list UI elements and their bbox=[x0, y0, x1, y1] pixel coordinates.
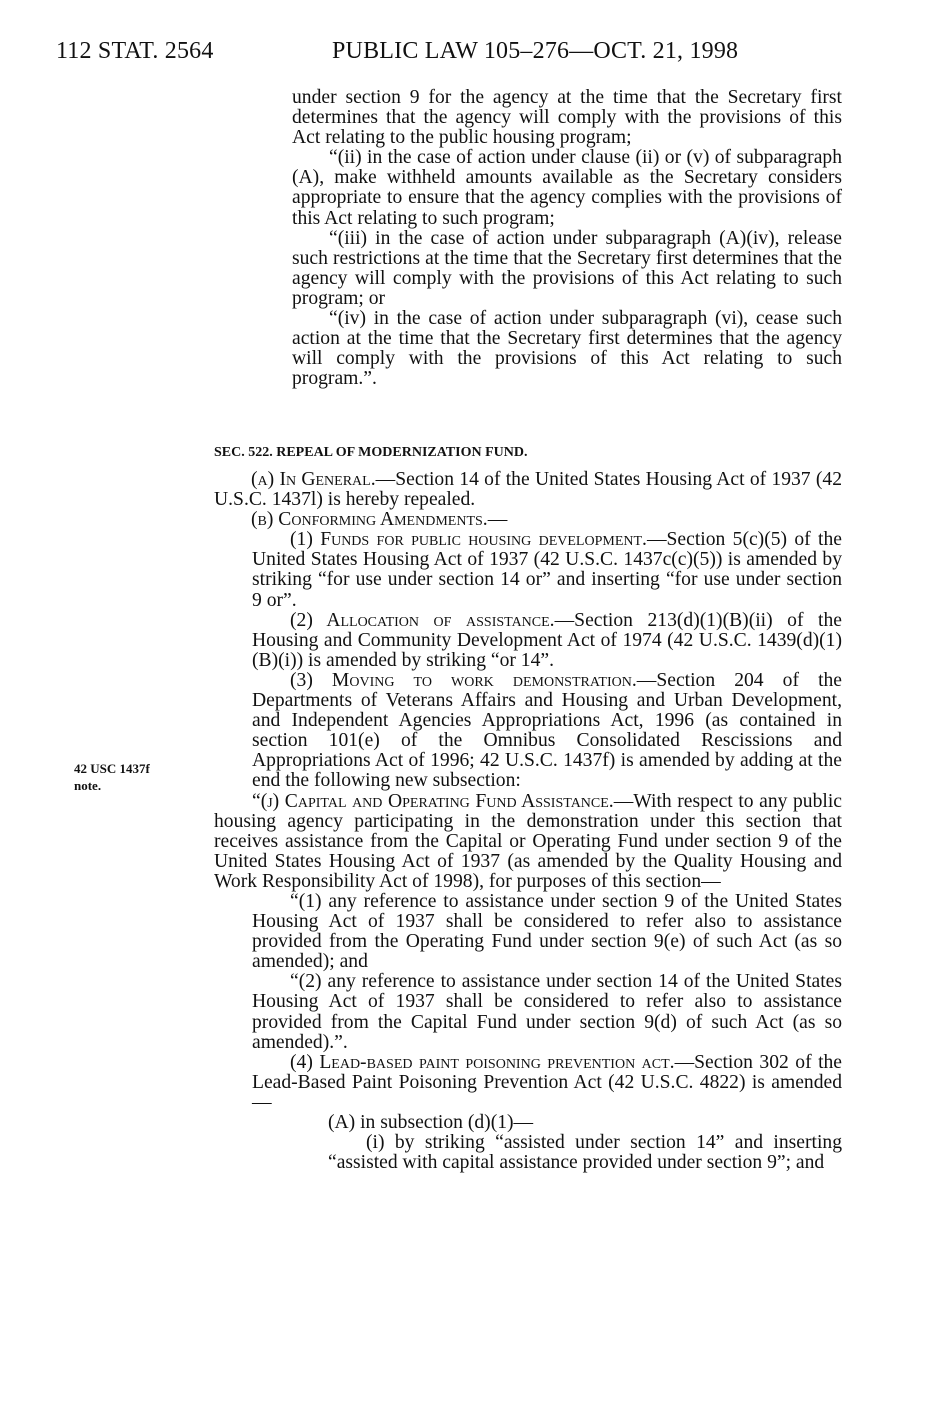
margin-citation-note bbox=[74, 760, 150, 794]
paragraph-1-text: —Section 5(c)(5) of the United States Housing Act of 1937 (42 U.S.C. 1437c(c)(5)) is amended by striking “for use under section 14 or” and inserting “for use under section 9 or”. bbox=[252, 529, 842, 611]
clause-iii: “(iii) in the case of action under subparagraph (A)(iv), release such restrictions at the time that the Secretary first determines that the agency will comply with the provisions of this Act relating to such program; or bbox=[292, 227, 842, 309]
paragraph-1-heading: (1) Funds for public housing development. bbox=[290, 529, 647, 551]
paragraph-1 bbox=[252, 530, 842, 610]
paragraph-2 bbox=[252, 611, 842, 671]
subsection-j-2: “(2) any reference to assistance under section 14 of the United States Housing Act of 1937 shall be considered to refer also to assistance provided from the Capital Fund under section 9(d) of such Act (as so amended).”. bbox=[252, 971, 842, 1053]
paragraph-2-heading: (2) Allocation of assistance. bbox=[290, 609, 555, 631]
section-522-body bbox=[214, 470, 842, 1173]
clause-i: (i) by striking “assisted under section 14” and inserting “assisted with capital assistance provided under section 9”; and bbox=[328, 1132, 842, 1174]
paragraph-3-heading: (3) Moving to work demonstration. bbox=[290, 669, 637, 691]
subsection-a bbox=[214, 470, 842, 510]
subsection-j-1: “(1) any reference to assistance under section 9 of the United States Housing Act of 1937 shall be considered to refer also to assistance provided from the Operating Fund under section 9(e) of such Act (as so amended); and bbox=[252, 890, 842, 973]
margin-note-line-1: 42 USC 1437f bbox=[74, 761, 150, 776]
continued-text-block bbox=[292, 88, 842, 389]
running-title: PUBLIC LAW 105–276—OCT. 21, 1998 bbox=[332, 38, 739, 64]
paragraph-continuation: under section 9 for the agency at the time that the Secretary first determines that the agency will comply with the provisions of this Act relating to the public housing program; bbox=[292, 87, 842, 149]
paragraph-3-text: —Section 204 of the Departments of Veterans Affairs and Housing and Urban Development, and Independent Agencies Appropriations Act, 1996 (as contained in section 101(e) of the Omnibus Consolidated Rescissions and Appropriations Act of 1996; 42 U.S.C. 1437f) is amended by adding at the end the following new subsection: bbox=[252, 669, 843, 792]
clause-iv: “(iv) in the case of action under subparagraph (vi), cease such action at the time that the Secretary first determines that the agency will comply with the provisions of this Act relating to such program.”. bbox=[292, 308, 842, 390]
paragraph-3 bbox=[252, 671, 842, 792]
subsection-j-heading: “(j) Capital and Operating Fund Assistance. bbox=[252, 790, 614, 812]
paragraph-4-heading: (4) Lead-based paint poisoning prevention act. bbox=[290, 1051, 675, 1073]
paragraph-4-text: —Section 302 of the Lead-Based Paint Poisoning Prevention Act (42 U.S.C. 4822) is amended— bbox=[252, 1051, 843, 1113]
paragraph-4 bbox=[252, 1053, 842, 1113]
subsection-b-text: — bbox=[487, 509, 508, 531]
subsection-a-heading: (a) In General. bbox=[251, 469, 376, 490]
subsection-b bbox=[214, 510, 842, 530]
subsection-a-text: —Section 14 of the United States Housing Act of 1937 (42 U.S.C. 1437l) is hereby repealed. bbox=[214, 469, 843, 511]
margin-note-line-2: note. bbox=[74, 778, 102, 793]
subparagraph-a: (A) in subsection (d)(1)— bbox=[328, 1112, 534, 1133]
clause-ii: “(ii) in the case of action under clause (ii) or (v) of subparagraph (A), make withheld amounts available as the Secretary considers appropriate to ensure that the agency complies with the provisions of this Act relating to such program; bbox=[292, 147, 842, 229]
subsection-j bbox=[214, 792, 842, 892]
subsection-b-heading: (b) Conforming Amendments. bbox=[251, 509, 488, 531]
paragraph-2-text: —Section 213(d)(1)(B)(ii) of the Housing and Community Development Act of 1974 (42 U.S.C. 1439(d)(1)(B)(i)) is amended by striking “or 14”. bbox=[252, 609, 842, 671]
subsection-j-text: —With respect to any public housing agency participating in the demonstration under this section that receives assistance from the Capital or Operating Fund under section 9 of the United States Housing Act of 1937 (as amended by the Quality Housing and Work Responsibility Act of 1998), for purposes of this section— bbox=[214, 790, 842, 892]
statute-page-number: 112 STAT. 2564 bbox=[56, 38, 214, 64]
section-heading: SEC. 522. REPEAL OF MODERNIZATION FUND. bbox=[214, 445, 528, 460]
